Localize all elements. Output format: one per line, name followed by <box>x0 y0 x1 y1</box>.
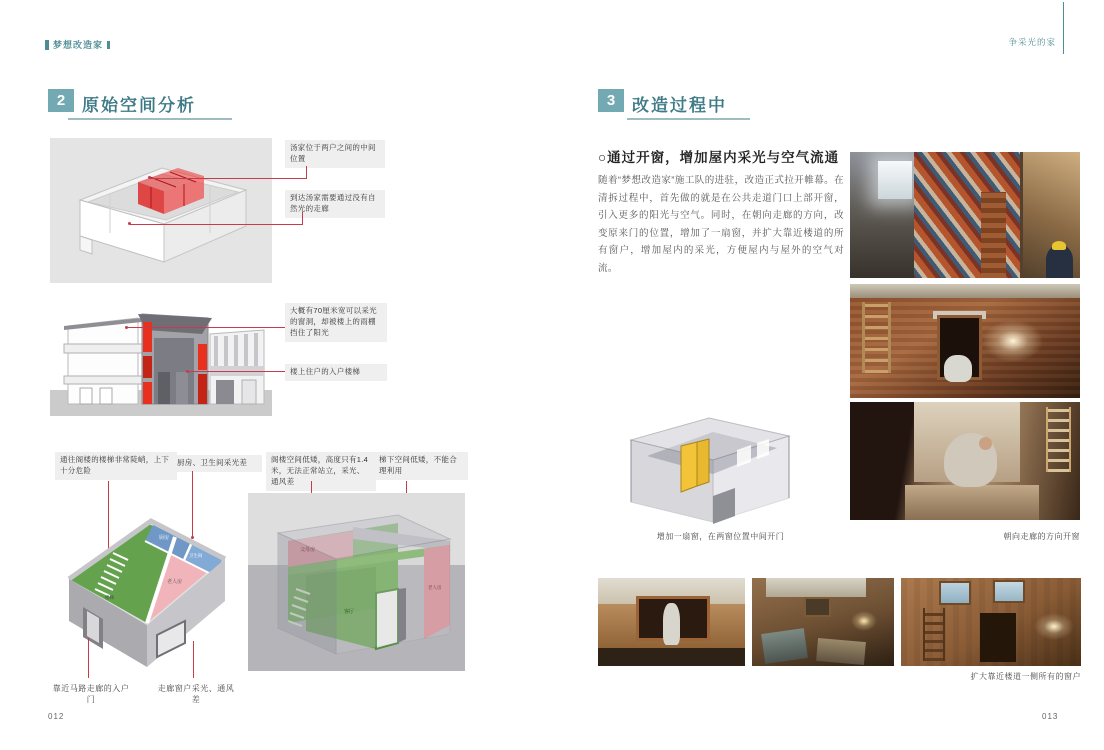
leader-line <box>88 638 89 678</box>
leader-dot <box>128 222 131 225</box>
caption-corridor-opening: 朝向走廊的方向开窗 <box>1003 532 1080 541</box>
caption-entry-door: 靠近马路走廊的入户门 <box>52 684 130 704</box>
leader-line <box>150 166 307 179</box>
section-number-right: 3 <box>598 89 624 112</box>
diagram-new-window-model-svg <box>617 404 803 526</box>
brand-title: 梦想改造家 <box>53 40 104 50</box>
leader-line <box>188 371 285 372</box>
diagram-floorplan-2-svg <box>248 493 465 671</box>
skylight <box>878 161 913 199</box>
section-number-left: 2 <box>48 89 74 112</box>
leader-line <box>193 641 194 678</box>
label-stairs: 楼梯 <box>105 595 114 600</box>
section-underline <box>68 118 232 120</box>
brand-bar-icon <box>107 41 110 49</box>
diagram-elevation <box>50 292 272 432</box>
photo-brick-doorway <box>850 284 1080 398</box>
photo-room-clutter <box>752 578 894 666</box>
leader-line <box>130 212 303 225</box>
sub-heading: ○通过开窗，增加屋内采光与空气流通 <box>598 150 840 165</box>
worker-figure <box>944 355 972 382</box>
body-paragraph: 随着“梦想改造家”施工队的进驻，改造正式拉开帷幕。在清拆过程中，首先做的就是在公共走道门口上部开窗，引入更多的阳光与空气。同时，在朝向走廊的方向，改变原来门的位置，增加了一扇窗，并扩大靠近楼道的所有窗户，增加屋内的采光，方便屋内与屋外的空气对流。 <box>598 175 844 274</box>
chapter-header: 争采光的家 <box>1008 37 1056 47</box>
window-opening <box>941 583 970 602</box>
caption-new-window-door: 增加一扇窗，在两窗位置中间开门 <box>656 532 785 541</box>
label-bath: 卫生间 <box>189 553 203 558</box>
photo-enlarged-windows <box>901 578 1081 666</box>
diagram-floorplan-2 <box>248 493 465 671</box>
photo-ceiling-demolition <box>850 152 1080 278</box>
corridor-floor <box>905 485 1038 520</box>
annotation-steep-stairs: 通往阁楼的楼梯非常陡峭，上下十分危险 <box>55 452 177 480</box>
annotation-d1-location: 汤家位于两户之间的中间位置 <box>285 140 385 168</box>
annotation-d2-window: 大概有70厘米宽可以采光的窗洞，却被楼上的雨棚挡住了阳光 <box>285 303 387 342</box>
label-living-room: 客厅 <box>344 609 355 615</box>
annotation-attic-low: 阁楼空间低矮，高度只有1.4米，无法正常站立，采光、通风差 <box>266 452 376 491</box>
diagram-building-mass <box>50 138 272 283</box>
work-light <box>983 320 1043 361</box>
diagram-new-window-model <box>617 404 803 526</box>
ceiling-patch <box>766 578 865 597</box>
diagram-floorplan-1 <box>55 497 235 669</box>
photo-wall-opening <box>598 578 745 666</box>
annotation-d2-stairs: 楼上住户的入户楼梯 <box>285 364 387 381</box>
label-kitchen: 厨房 <box>159 535 170 541</box>
work-light <box>1034 613 1074 639</box>
work-light <box>851 611 877 630</box>
diagram-elevation-svg <box>50 292 272 432</box>
diagram-building-mass-svg <box>50 138 272 283</box>
brand-bar-icon <box>45 40 49 50</box>
section-title-right: 改造过程中 <box>632 96 727 115</box>
ladder <box>923 608 945 661</box>
page-number-left: 012 <box>48 712 65 721</box>
dark-doorway <box>980 613 1016 661</box>
debris-pile <box>816 638 866 665</box>
leader-dot <box>148 176 151 179</box>
leader-dot <box>125 326 128 329</box>
ceiling-edge <box>850 284 1080 298</box>
photo-corridor-worker <box>850 402 1080 520</box>
brand-header <box>45 38 110 51</box>
worker-figure <box>1046 245 1074 278</box>
ladder <box>1046 407 1071 472</box>
diagram-floorplan-1-svg <box>55 497 235 669</box>
label-elder-room-2: 老人房 <box>428 585 442 590</box>
small-window <box>806 599 829 615</box>
annotation-under-stairs: 梯下空间低矮，不能合理利用 <box>374 452 468 480</box>
section-underline <box>627 118 750 120</box>
worker-helmet <box>1052 241 1066 250</box>
worker-figure <box>663 603 681 645</box>
debris-pile <box>761 628 807 664</box>
chapter-header-rule <box>1063 2 1064 54</box>
caption-corridor-window: 走廊窗户采光、通风差 <box>157 684 235 704</box>
leader-dot <box>186 370 189 373</box>
ladder <box>862 302 891 373</box>
page-number-right: 013 <box>1042 712 1059 721</box>
caption-enlarged-windows: 扩大靠近楼道一侧所有的窗户 <box>970 672 1081 681</box>
brick-column <box>981 192 1006 278</box>
label-elder-room: 老人房 <box>167 579 183 585</box>
section-title-left: 原始空间分析 <box>82 96 196 115</box>
shadow-floor <box>598 648 745 666</box>
leader-line <box>127 327 285 328</box>
label-parents-room: 父母房 <box>300 547 316 553</box>
annotation-d1-corridor: 到达汤家需要通过没有自然光的走廊 <box>285 190 385 218</box>
annotation-kitchen-light: 厨房、卫生间采光差 <box>172 455 262 472</box>
window-opening <box>995 582 1024 601</box>
